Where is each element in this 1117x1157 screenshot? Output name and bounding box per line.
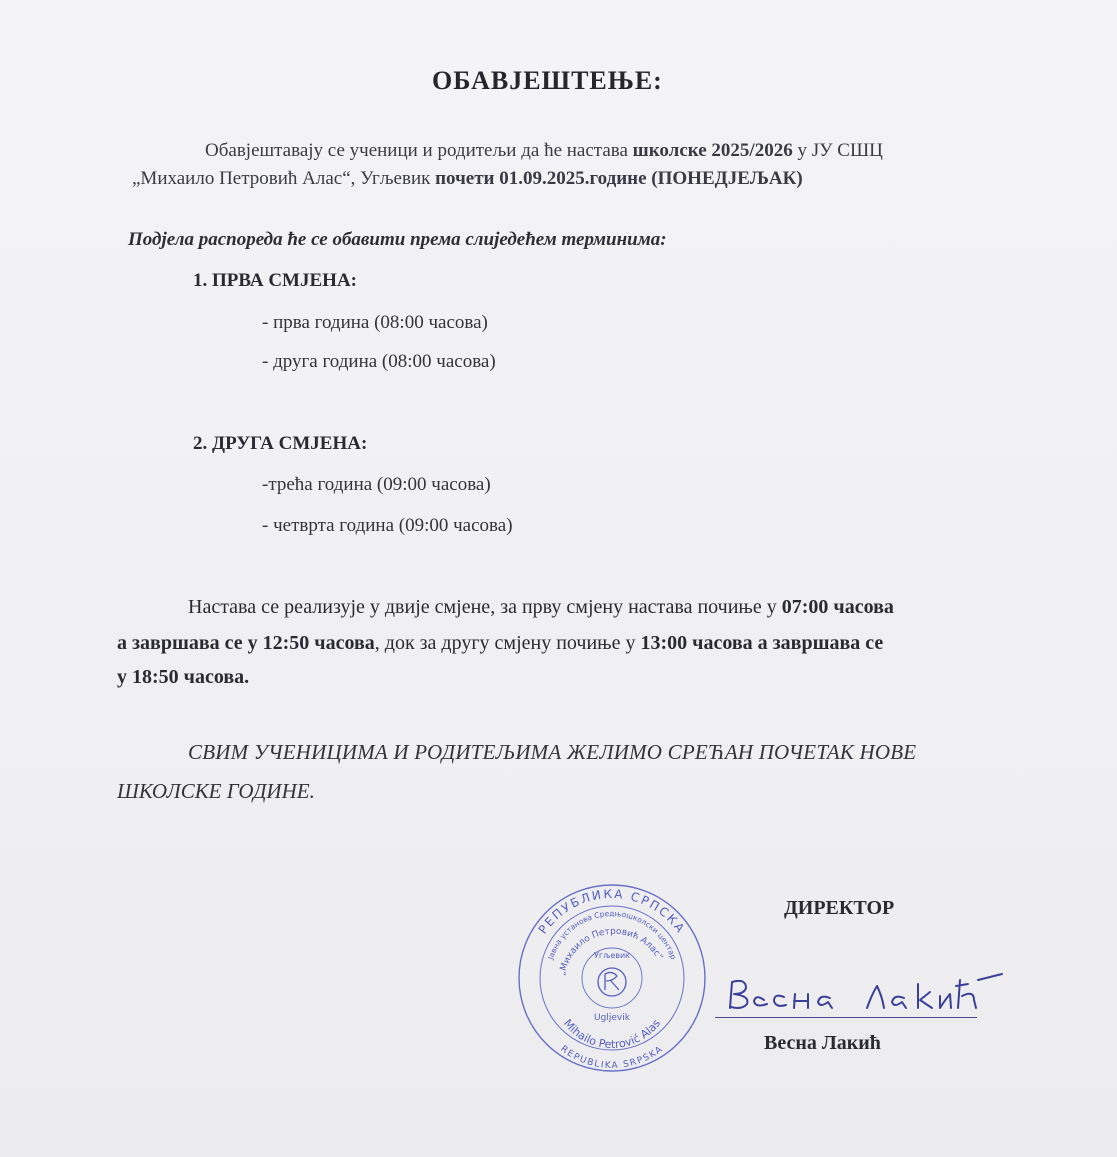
first-shift-start: 07:00 часова — [781, 596, 894, 618]
shift-1-item-1: - прва година (08:00 часова) — [262, 312, 488, 333]
stamp-city-latin: Ugljevik — [594, 1013, 630, 1023]
school-year: школске 2025/2026 — [632, 140, 793, 161]
shift-2-item-2: - четврта година (09:00 часова) — [262, 515, 513, 536]
director-name: Весна Лакић — [764, 1032, 881, 1054]
first-shift-end: а завршава се у 12:50 часова — [117, 632, 375, 654]
stamp-emblem-icon — [598, 968, 626, 996]
hours-line-2 — [117, 632, 883, 655]
shift-1-heading: 1. ПРВА СМЈЕНА: — [193, 270, 357, 291]
intro-line-2 — [132, 168, 803, 190]
start-date: почети 01.09.2025.године (ПОНЕДЈЕЉАК) — [435, 168, 803, 189]
stamp-name-latin: Mihailo Petrović Alas — [560, 1016, 664, 1052]
intro-tail: у ЈУ СШЦ — [792, 140, 883, 161]
notice-title: ОБАВЈЕШТЕЊЕ: — [432, 66, 663, 95]
closing-line-2: ШКОЛСКЕ ГОДИНЕ. — [117, 779, 315, 803]
intro-text: Обавјештавају се ученици и родитељи да ће настава — [205, 140, 633, 161]
shift-2-heading: 2. ДРУГА СМЈЕНА: — [193, 433, 368, 454]
stamp-name: „Михаило Петровић Алас“ — [557, 926, 665, 977]
hours-line-1 — [188, 596, 894, 619]
stamp-outer-top: РЕПУБЛИКА СРПСКА — [535, 886, 689, 937]
school-name: „Михаило Петровић Алас“, Угљевик — [132, 168, 436, 189]
hours-text-1: Настава се реализује у двије смјене, за прву смјену настава почиње у — [188, 596, 782, 618]
shift-1-item-2: - друга година (08:00 часова) — [262, 351, 496, 372]
hours-text-2: , док за другу смјену почиње у — [374, 632, 641, 654]
intro-line-1 — [205, 140, 883, 162]
stamp-outer-bottom: REPUBLIKA SRPSKA — [558, 1044, 666, 1072]
shift-2-item-1: -трећа година (09:00 часова) — [262, 474, 491, 495]
director-title: ДИРЕКТОР — [784, 897, 895, 919]
closing-line-1: СВИМ УЧЕНИЦИМА И РОДИТЕЉИМА ЖЕЛИМО СРЕЋАН ПОЧЕТАК НОВЕ — [188, 740, 917, 764]
handwritten-signature — [722, 970, 1012, 1020]
second-shift-end: у 18:50 часова. — [117, 666, 250, 688]
official-stamp — [512, 878, 712, 1078]
schedule-intro: Подјела распореда ће се обавити према слиједећем терминима: — [128, 229, 667, 250]
signature-line — [715, 1017, 977, 1018]
second-shift-times: 13:00 часова а завршава се — [640, 632, 884, 654]
stamp-city: Угљевик — [594, 951, 630, 960]
stamp-inner-top: Јавна установа Средњошколски центар — [545, 909, 678, 961]
